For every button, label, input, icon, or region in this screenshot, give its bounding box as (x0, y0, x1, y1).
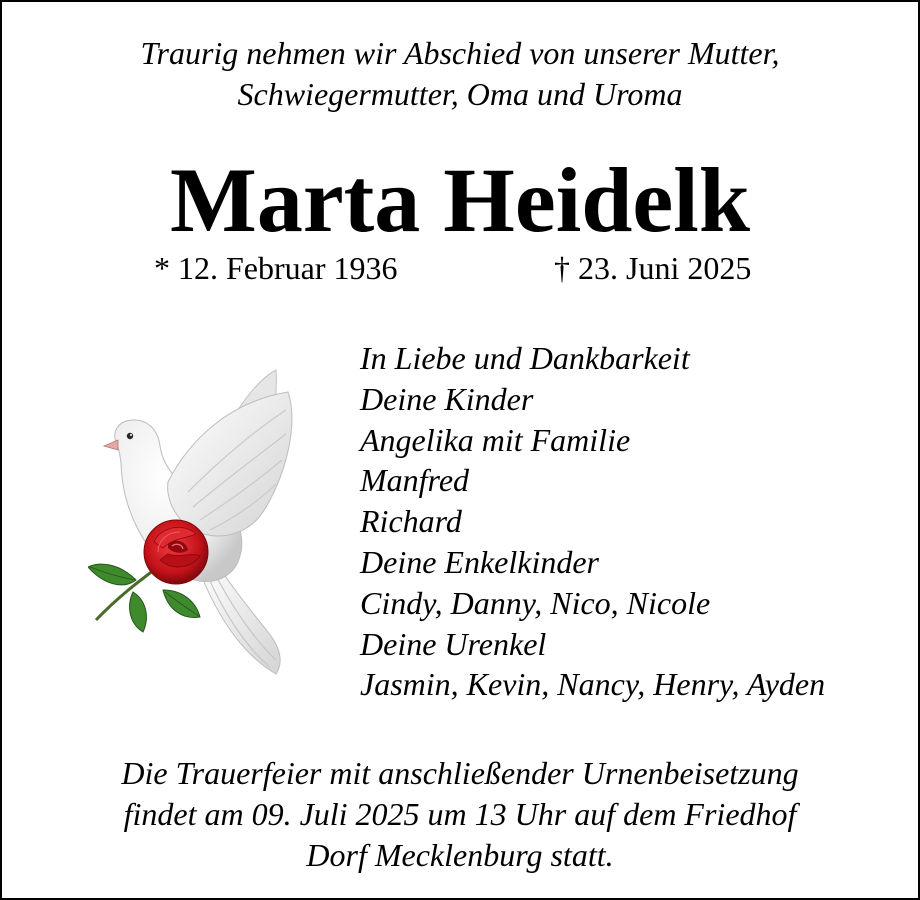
dove-eye (127, 433, 133, 439)
mourners-line: Deine Kinder (360, 380, 534, 417)
mourners-line: Manfred (360, 462, 470, 499)
intro-line-2: Schwiegermutter, Oma und Uroma (237, 76, 683, 112)
mourners-line: Deine Urenkel (360, 625, 547, 662)
rose-leaf-middle (130, 592, 147, 632)
mourners-line: Angelika mit Familie (360, 421, 631, 458)
dove-wing-front (168, 392, 292, 536)
dove-beak (104, 440, 118, 450)
intro-line-1: Traurig nehmen wir Abschied von unserer Mutter, (140, 35, 780, 71)
deceased-name: Marta Heidelk (170, 149, 750, 251)
mourners-line: Cindy, Danny, Nico, Nicole (360, 584, 711, 621)
mourners-line: Richard (360, 503, 462, 540)
service-line-2: findet am 09. Juli 2025 um 13 Uhr auf dem Friedhof (123, 796, 797, 832)
birth-date: * 12. Februar 1936 (154, 250, 398, 286)
red-rose (144, 520, 208, 584)
service-line-3: Dorf Mecklenburg statt. (306, 837, 614, 873)
service-line-1: Die Trauerfeier mit anschließender Urnenbeisetzung (121, 755, 799, 791)
mourners-line: In Liebe und Dankbarkeit (360, 340, 690, 376)
dove-with-red-rose-icon (88, 362, 300, 682)
mourners-list (360, 338, 900, 705)
mourners-line: Jasmin, Kevin, Nancy, Henry, Ayden (360, 666, 826, 703)
death-date: † 23. Juni 2025 (554, 250, 752, 286)
mourners-line: Deine Enkelkinder (360, 543, 599, 580)
